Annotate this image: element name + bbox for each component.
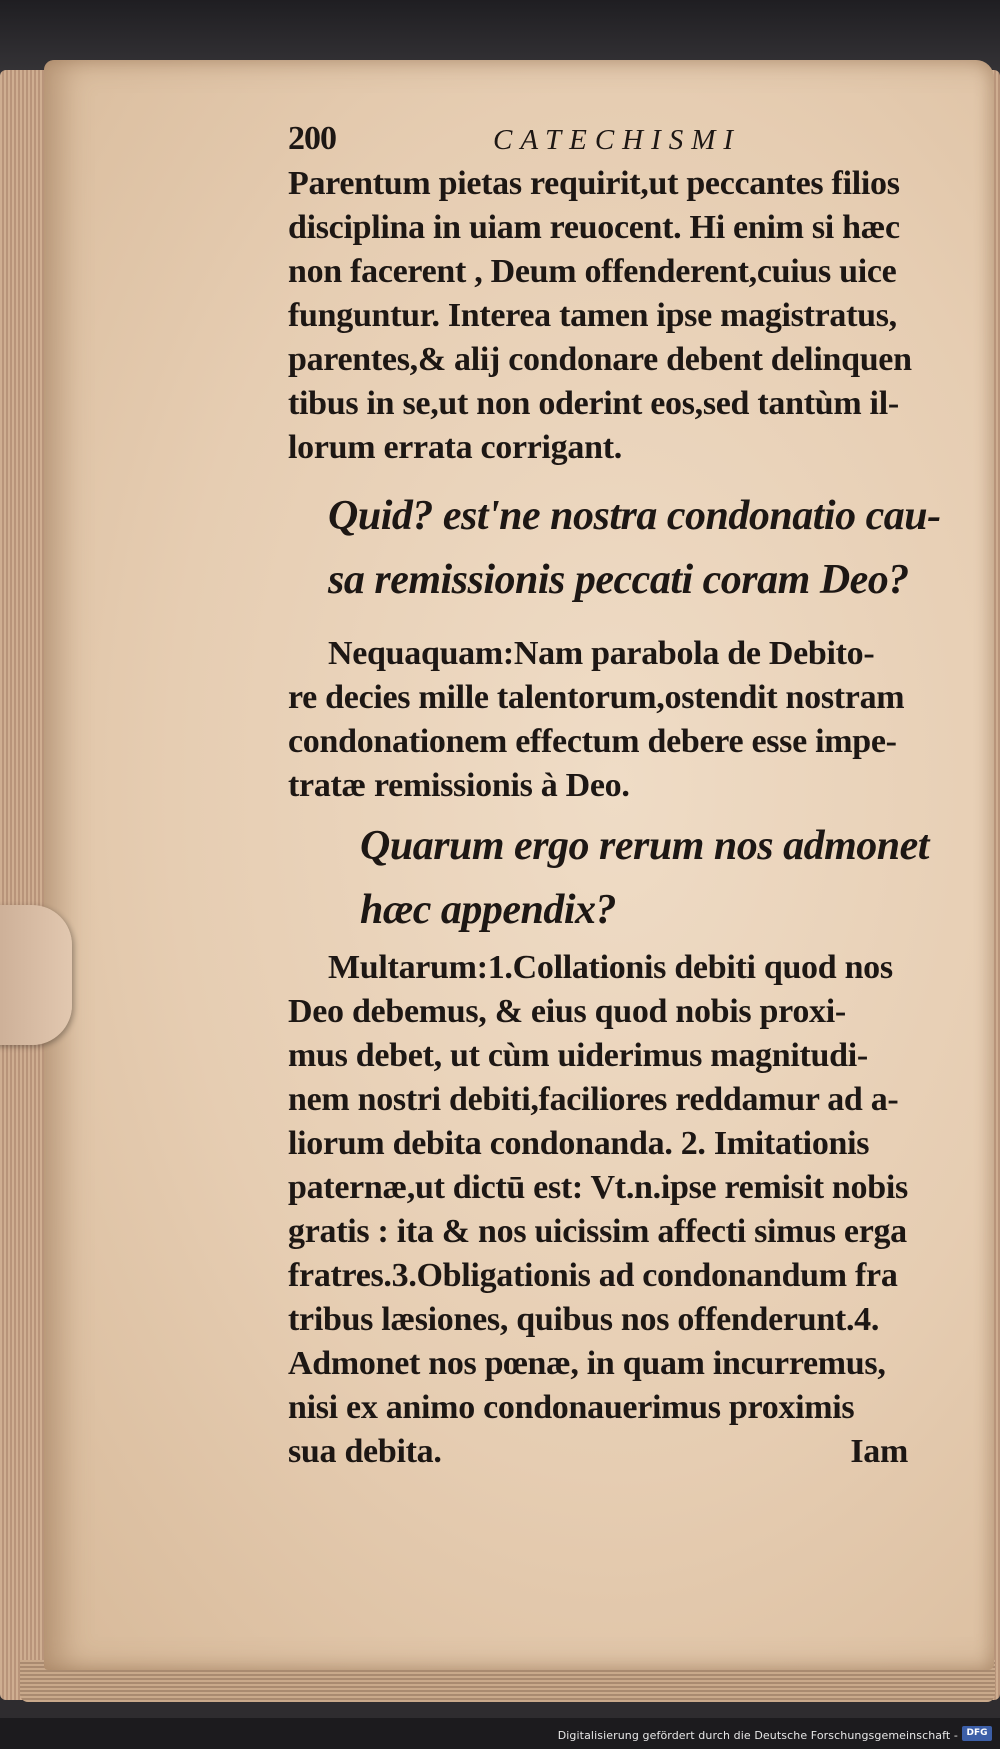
text-line: non facerent , Deum offenderent,cuius uice [288,253,897,290]
running-head: CATECHISMI [493,124,742,156]
question-line: Quarum ergo rerum nos admonet [360,823,929,869]
text-line: disciplina in uiam reuocent. Hi enim si hæc [288,209,900,246]
text-line: fratres.3.Obligationis ad condonandum fra [288,1257,898,1294]
catchword: Iam [850,1433,908,1470]
last-line [288,1430,908,1474]
text-line: re decies mille talentorum,ostendit nostram [288,679,905,716]
text-line: Deo debemus, & eius quod nobis proxi- [288,993,846,1030]
text-line: tibus in se,ut non oderint eos,sed tantùm il- [288,385,899,422]
thumb-tab [0,905,72,1045]
text-line: Multarum:1.Collationis debiti quod nos [328,949,893,986]
text-line: parentes,& alij condonare debent delinquen [288,341,912,378]
text-line: liorum debita condonanda. 2. Imitationis [288,1125,870,1162]
question-line: sa remissionis peccati coram Deo? [328,557,909,603]
question-line: Quid? est'ne nostra condonatio cau- [328,493,941,539]
digitization-credit: Digitalisierung gefördert durch die Deutsche Forschungsgemeinschaft - [557,1729,958,1742]
answer-1 [288,632,958,676]
answer-1-continued [288,676,958,808]
text-line: paternæ,ut dictū est: Vt.n.ipse remisit nobis [288,1169,908,1206]
question-2 [360,814,958,942]
text-line: Parentum pietas requirit,ut peccantes filios [288,165,900,202]
text-line: Nequaquam:Nam parabola de Debito- [328,635,875,672]
text-line: tribus læsiones, quibus nos offenderunt.4. [288,1301,880,1338]
paragraph-1 [288,162,958,470]
question-1 [328,484,958,612]
answer-2 [288,946,958,990]
text-line: gratis : ita & nos uicissim affecti simus erga [288,1213,907,1250]
text-line: funguntur. Interea tamen ipse magistratus, [288,297,897,334]
text-line: lorum errata corrigant. [288,429,622,466]
text-line: mus debet, ut cùm uiderimus magnitudi- [288,1037,868,1074]
text-line: nem nostri debiti,faciliores reddamur ad a- [288,1081,899,1118]
page-header [288,120,958,162]
text-line: Admonet nos pœnæ, in quam incurremus, [288,1345,886,1382]
question-line: hæc appendix? [360,887,616,933]
dfg-logo: DFG [962,1726,992,1741]
text-line: tratæ remissionis à Deo. [288,767,630,804]
text-line: sua debita. [288,1433,442,1470]
text-line: condonationem effectum debere esse impe- [288,723,897,760]
text-line: nisi ex animo condonauerimus proximis [288,1389,855,1426]
page-number: 200 [288,120,336,157]
answer-2-continued [288,990,958,1474]
page-text [288,120,958,1474]
